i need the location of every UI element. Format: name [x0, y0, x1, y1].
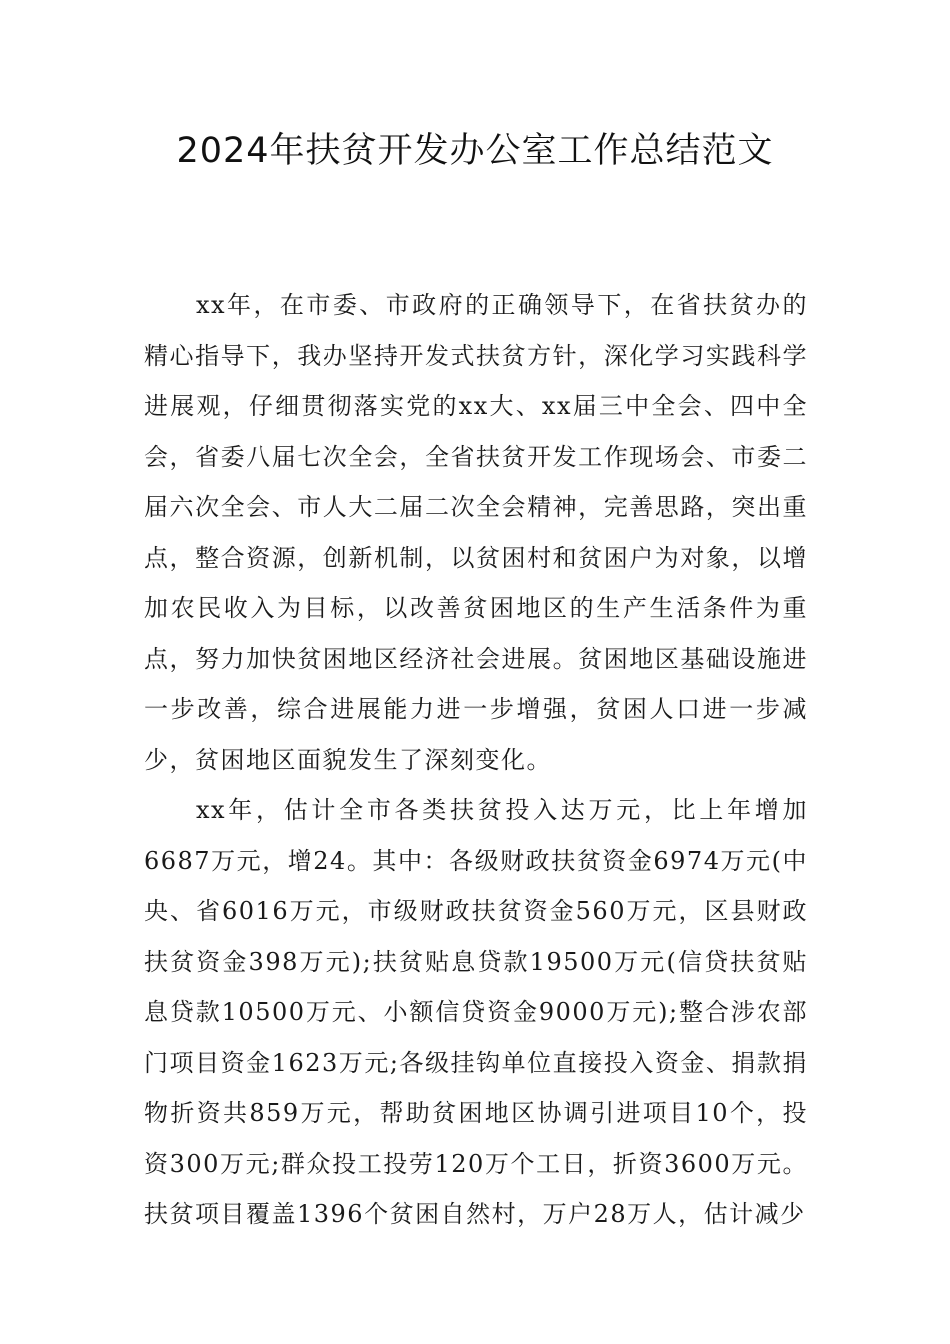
document-body: [144, 280, 808, 1240]
document-title: 2024年扶贫开发办公室工作总结范文: [176, 131, 774, 171]
paragraph-1: xx年，在市委、市政府的正确领导下，在省扶贫办的精心指导下，我办坚持开发式扶贫方针，深化学习实践科学进展观，仔细贯彻落实党的xx大、xx届三中全会、四中全会，省委八届七次全会，全省扶贫开发工作现场会、市委二届六次全会、市人大二届二次全会精神，完善思路，突出重点，整合资源，创新机制，以贫困村和贫困户为对象，以增加农民收入为目标，以改善贫困地区的生产生活条件为重点，努力加快贫困地区经济社会进展。贫困地区基础设施进一步改善，综合进展能力进一步增强，贫困人口进一步减少，贫困地区面貌发生了深刻变化。: [144, 291, 808, 774]
paragraph-2: xx年，估计全市各类扶贫投入达万元，比上年增加6687万元，增24。其中：各级财政扶贫资金6974万元(中央、省6016万元，市级财政扶贫资金560万元，区县财政扶贫资金398万元);扶贫贴息贷款19500万元(信贷扶贫贴息贷款10500万元、小额信贷资金9000万元);整合涉农部门项目资金1623万元;各级挂钩单位直接投入资金、捐款捐物折资共859万元，帮助贫困地区协调引进项目10个，投资300万元;群众投工投劳120万个工日，折资3600万元。扶贫项目覆盖1396个贫困自然村，万户28万人，估计减少: [144, 796, 808, 1228]
